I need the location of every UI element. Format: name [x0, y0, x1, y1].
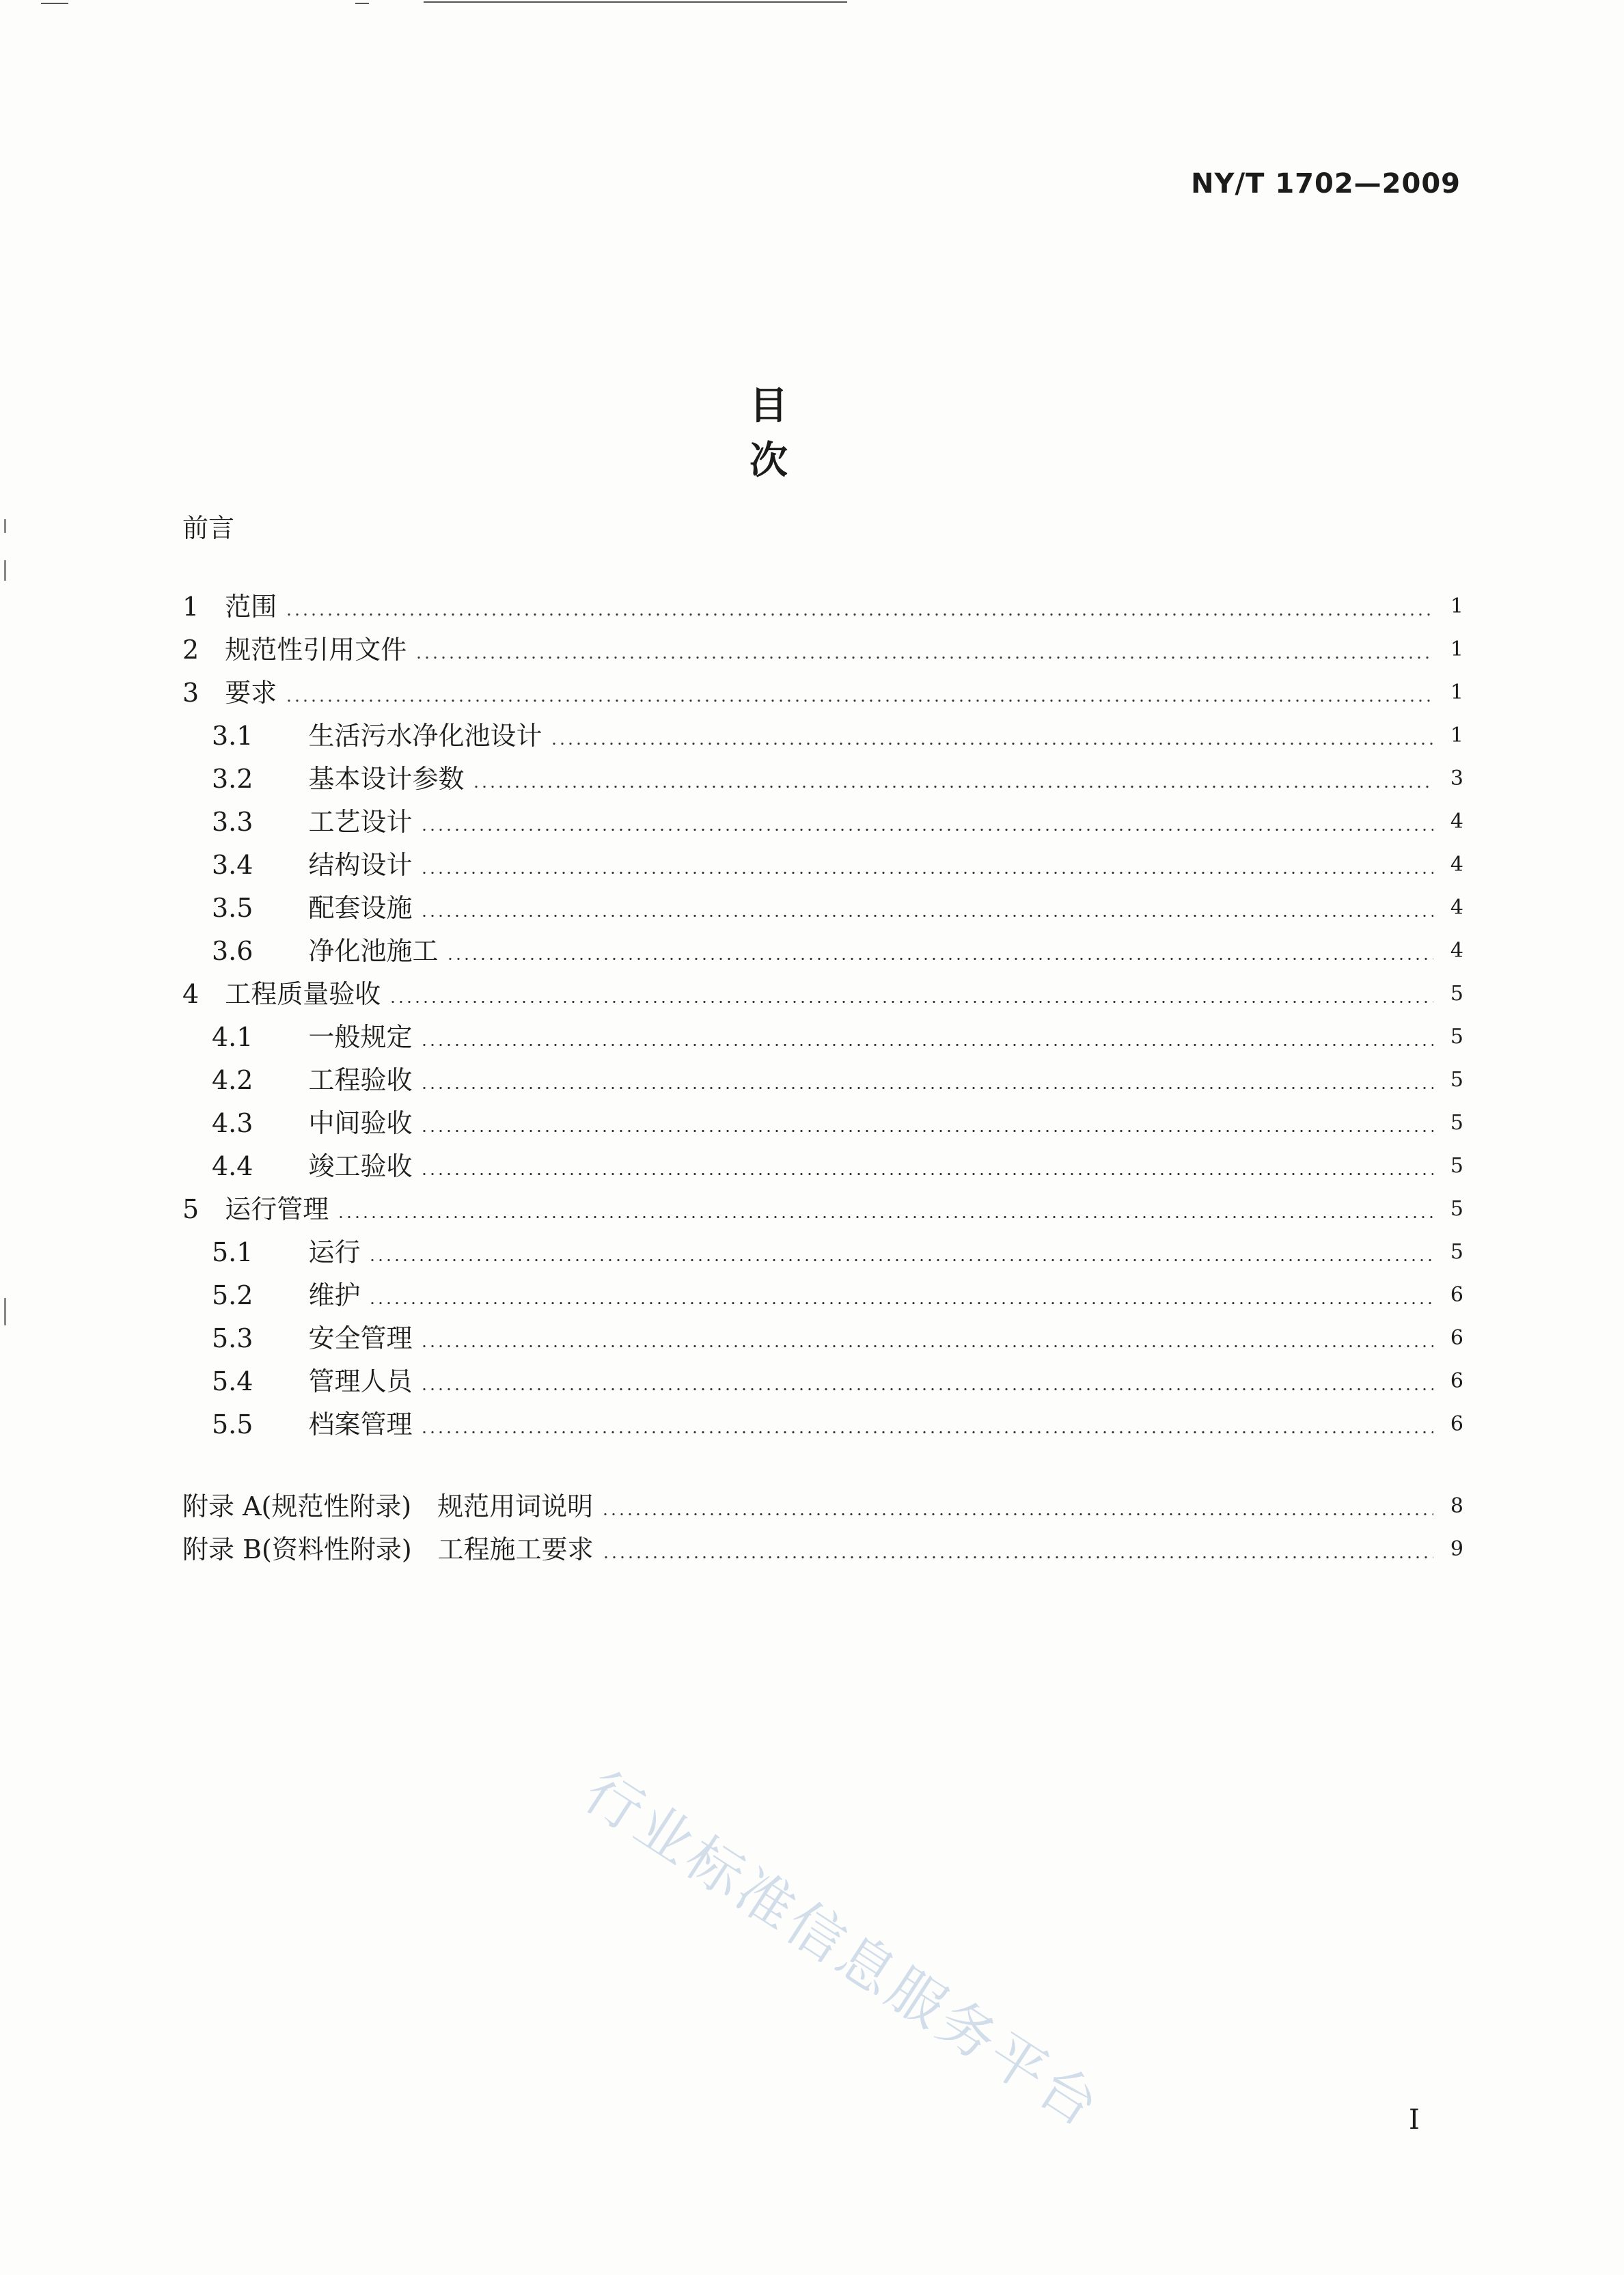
toc-entry-page: 1 [1450, 637, 1463, 661]
leader-dots [285, 700, 1433, 702]
standard-number: NY/T 1702—2009 [1191, 168, 1461, 199]
toc-entry-label: 档案管理 [308, 1409, 413, 1439]
toc-entry-label: 运行管理 [225, 1194, 329, 1224]
toc-entry-number: 4.4 [212, 1151, 253, 1181]
leader-dots [285, 613, 1433, 616]
leader-dots [420, 872, 1433, 874]
toc-entry-page: 6 [1450, 1283, 1463, 1307]
leader-dots [420, 915, 1433, 917]
leader-dots [420, 1173, 1433, 1175]
leader-dots [602, 1556, 1433, 1558]
toc-entry[interactable] [182, 633, 1463, 667]
toc-entry-number: 4.2 [212, 1065, 253, 1095]
toc-entry-label: 工程验收 [308, 1065, 413, 1095]
scan-artifact-lines [0, 0, 1624, 14]
leader-dots [368, 1259, 1433, 1261]
toc-entry-page: 4 [1450, 939, 1463, 963]
toc-entry-number: 3.5 [212, 893, 253, 923]
toc-entry[interactable] [182, 1149, 1463, 1183]
toc-entry[interactable] [182, 1278, 1463, 1312]
toc-entry[interactable] [182, 1321, 1463, 1355]
toc-entry-label: 工艺设计 [308, 807, 413, 837]
toc-entry-label: 净化池施工 [308, 936, 439, 966]
toc-entry-page: 5 [1450, 982, 1463, 1006]
toc-entry-label: 生活污水净化池设计 [308, 721, 542, 751]
toc-appendix-entry[interactable] [182, 1532, 1463, 1567]
toc-entry-label: 附录 A(规范性附录) 规范用词说明 [182, 1491, 594, 1521]
toc-entry-page: 9 [1450, 1537, 1463, 1561]
toc-entry-label: 规范性引用文件 [225, 635, 407, 665]
toc-entry-label: 附录 B(资料性附录) 工程施工要求 [182, 1534, 594, 1564]
leader-dots [420, 1345, 1433, 1347]
toc-entry-page: 5 [1450, 1240, 1463, 1264]
toc-entry-page: 3 [1450, 767, 1463, 790]
margin-mark [4, 560, 6, 581]
toc-entry[interactable] [182, 1364, 1463, 1398]
toc-entry-page: 4 [1450, 896, 1463, 920]
toc-entry-page: 8 [1450, 1494, 1463, 1518]
toc-entry-page: 5 [1450, 1025, 1463, 1049]
toc-entry-label: 基本设计参数 [308, 764, 465, 794]
toc-entry-number: 4.1 [212, 1022, 253, 1052]
toc-entry-label: 一般规定 [308, 1022, 413, 1052]
toc-entry-number: 3.1 [212, 721, 253, 751]
toc-entry-page: 4 [1450, 810, 1463, 833]
toc-entry-number: 3.2 [212, 764, 253, 794]
toc-entry-page: 6 [1450, 1412, 1463, 1436]
page-number: I [1409, 2104, 1420, 2136]
toc-entry[interactable] [182, 719, 1463, 753]
toc-entry-page: 4 [1450, 853, 1463, 877]
toc-entry-page: 1 [1450, 723, 1463, 747]
leader-dots [368, 1302, 1433, 1304]
toc-entry-number: 3 [182, 678, 199, 708]
toc-entry-label: 工程质量验收 [225, 979, 381, 1009]
toc-entry-number: 2 [182, 635, 199, 665]
toc-entry[interactable] [182, 934, 1463, 968]
leader-dots [389, 1001, 1433, 1003]
leader-dots [337, 1216, 1433, 1218]
toc-entry-page: 6 [1450, 1326, 1463, 1350]
toc-entry[interactable] [182, 891, 1463, 925]
margin-mark [4, 519, 6, 533]
toc-entry-label: 运行 [308, 1237, 361, 1267]
toc-entry[interactable] [182, 590, 1463, 624]
leader-dots [446, 958, 1433, 960]
toc-entry[interactable] [182, 1407, 1463, 1442]
toc-entry-label: 竣工验收 [308, 1151, 413, 1181]
toc-entry-number: 4.3 [212, 1108, 253, 1138]
leader-dots [420, 829, 1433, 831]
toc-foreword[interactable]: 前言 [182, 513, 235, 543]
toc-entry-number: 5.5 [212, 1409, 253, 1439]
watermark: 行业标准信息服务平台 [573, 1759, 1113, 2142]
toc-entry[interactable] [182, 1106, 1463, 1140]
toc-entry-page: 5 [1450, 1068, 1463, 1092]
toc-entry-label: 中间验收 [308, 1108, 413, 1138]
leader-dots [420, 1431, 1433, 1433]
leader-dots [420, 1044, 1433, 1046]
toc-entry-number: 3.4 [212, 850, 253, 880]
toc-entry-number: 1 [182, 592, 199, 622]
toc-entry-number: 5.2 [212, 1280, 253, 1310]
toc-entry-page: 5 [1450, 1111, 1463, 1135]
toc-entry-page: 1 [1450, 594, 1463, 618]
toc-entry[interactable] [182, 1235, 1463, 1269]
toc-entry[interactable] [182, 762, 1463, 796]
toc-entry-label: 结构设计 [308, 850, 413, 880]
toc-entry-label: 管理人员 [308, 1366, 413, 1396]
leader-dots [601, 1513, 1433, 1515]
toc-entry-page: 1 [1450, 680, 1463, 704]
toc-entry-label: 要求 [225, 678, 277, 708]
margin-mark [4, 1298, 6, 1325]
toc-entry-label: 配套设施 [308, 893, 413, 923]
page-title: 目 次 [749, 384, 1172, 483]
toc-entry[interactable] [182, 805, 1463, 839]
leader-dots [420, 1087, 1433, 1089]
toc-entry[interactable] [182, 1192, 1463, 1226]
toc-entry-label: 维护 [308, 1280, 361, 1310]
toc-entry-label: 范围 [225, 592, 277, 622]
leader-dots [420, 1130, 1433, 1132]
toc-entry-number: 4 [182, 979, 199, 1009]
toc-entry-page: 6 [1450, 1369, 1463, 1393]
toc-entry[interactable] [182, 977, 1463, 1011]
toc-entry-number: 5 [182, 1194, 199, 1224]
toc-entry-number: 3.3 [212, 807, 253, 837]
toc-entry-number: 5.1 [212, 1237, 253, 1267]
toc-entry[interactable] [182, 848, 1463, 882]
toc-entry-number: 5.4 [212, 1366, 253, 1396]
leader-dots [415, 657, 1433, 659]
toc-entry[interactable] [182, 1020, 1463, 1054]
toc-entry-number: 5.3 [212, 1323, 253, 1353]
toc-entry[interactable] [182, 1063, 1463, 1097]
toc-entry-label: 安全管理 [308, 1323, 413, 1353]
leader-dots [472, 786, 1433, 788]
leader-dots [550, 743, 1433, 745]
toc-appendix-entry[interactable] [182, 1489, 1463, 1523]
toc-entry[interactable] [182, 676, 1463, 710]
leader-dots [420, 1388, 1433, 1390]
toc-entry-number: 3.6 [212, 936, 253, 966]
toc-entry-page: 5 [1450, 1197, 1463, 1221]
toc-entry-page: 5 [1450, 1154, 1463, 1178]
